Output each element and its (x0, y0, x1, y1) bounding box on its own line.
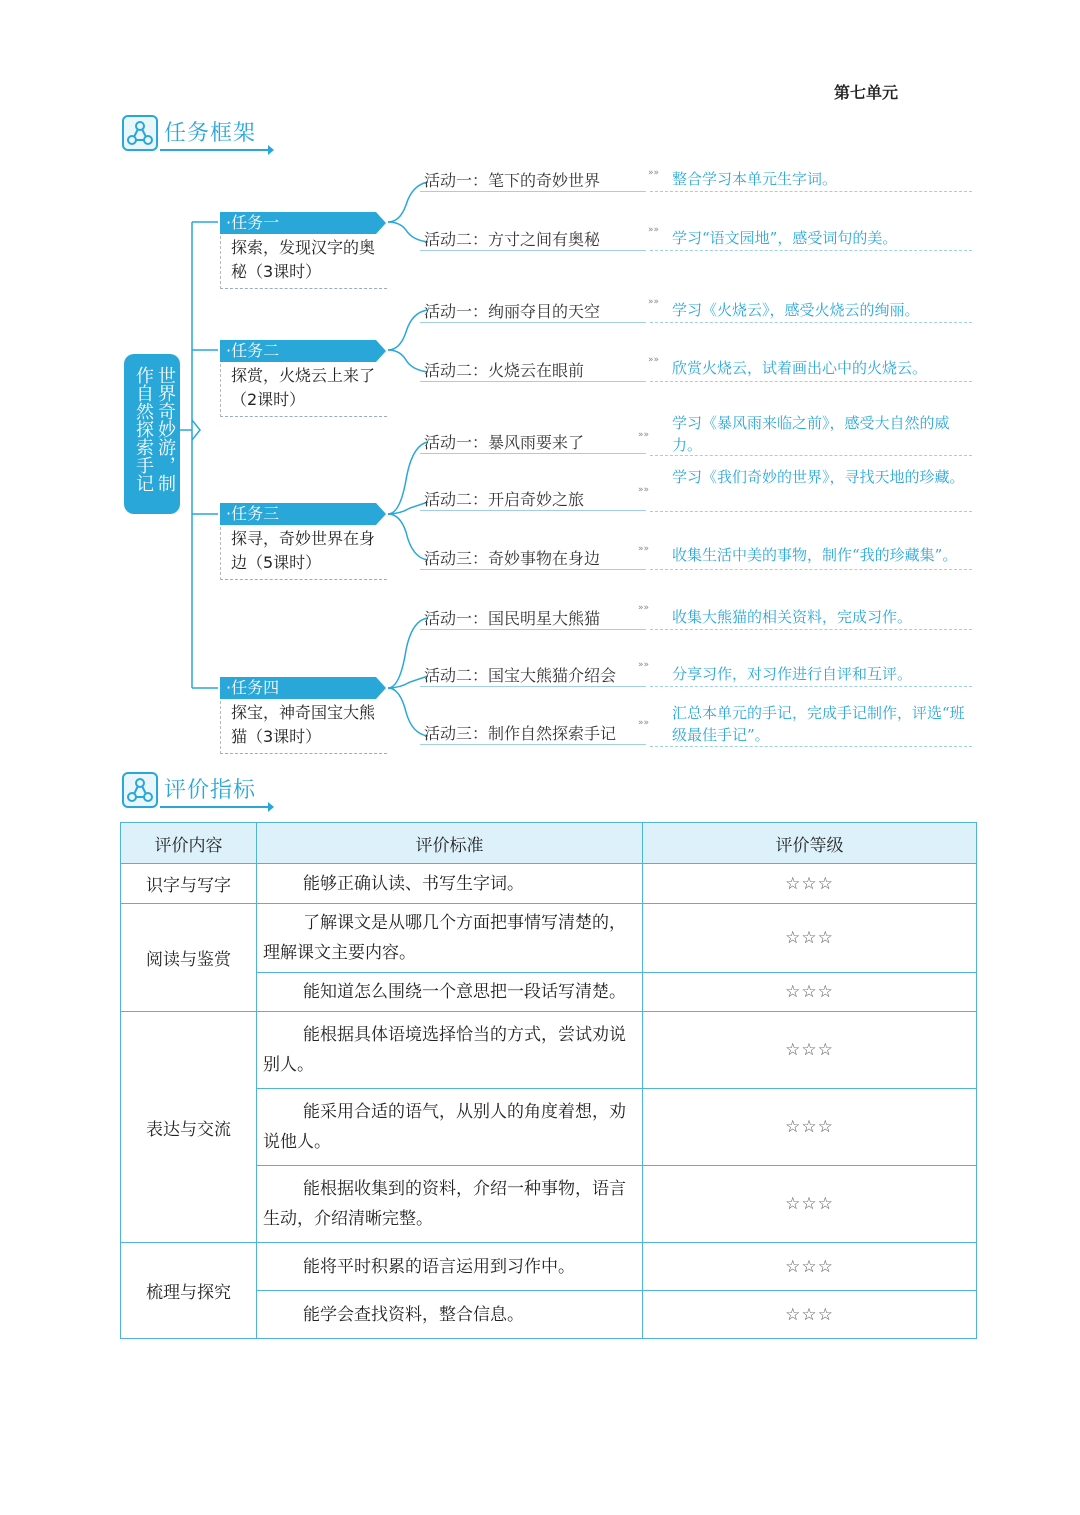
network-icon (122, 772, 158, 808)
activity-desc-underline (650, 686, 972, 687)
activity-underline (420, 629, 646, 630)
activity-desc-underline (650, 511, 972, 512)
activity-underline (420, 744, 646, 745)
table-row (121, 904, 977, 973)
rating-stars: ☆☆☆ (643, 1166, 977, 1243)
arrow-icon: »» (638, 603, 650, 613)
table-row (121, 1012, 977, 1089)
standard-text: 能根据收集到的资料，介绍一种事物，语言生动，介绍清晰完整。 (263, 1179, 626, 1229)
table-header-row (121, 823, 977, 864)
rating-stars: ☆☆☆ (643, 864, 977, 904)
task-desc-2: 探赏，火烧云上来了（2课时） (220, 364, 387, 417)
activity-desc-underline (650, 569, 972, 570)
activity-desc: 学习“语文园地”，感受词句的美。 (672, 229, 898, 247)
standard-text: 能采用合适的语气，从别人的角度着想，劝说他人。 (263, 1102, 626, 1152)
task-mindmap (110, 160, 980, 760)
standard-cell (257, 904, 643, 973)
activity-underline (420, 322, 646, 323)
section-title: 评价指标 (164, 778, 257, 803)
column-header: 评价等级 (643, 823, 977, 864)
activity-desc-underline (650, 381, 972, 382)
activity-underline (420, 250, 646, 251)
section-arrow (268, 802, 274, 812)
activity-desc: 收集生活中美的事物，制作“我的珍藏集”。 (672, 546, 958, 564)
activity-desc-underline (650, 455, 972, 456)
task-desc-1: 探索，发现汉字的奥秘（3课时） (220, 236, 387, 289)
unit-label: 第七单元 (834, 83, 899, 102)
root-node (124, 354, 180, 514)
activity-desc: 收集大熊猫的相关资料，完成习作。 (672, 608, 913, 626)
standard-cell (257, 973, 643, 1012)
arrow-icon: »» (638, 718, 650, 728)
arrow-icon: »» (648, 168, 660, 178)
activity-label: 活动二：火烧云在眼前 (424, 361, 585, 380)
activity-desc: 欣赏火烧云，试着画出心中的火烧云。 (672, 359, 928, 377)
standard-text: 了解课文是从哪几个方面把事情写清楚的，理解课文主要内容。 (263, 913, 626, 963)
activity-label: 活动二：国宝大熊猫介绍会 (424, 666, 617, 685)
rating-stars: ☆☆☆ (643, 1089, 977, 1166)
standard-cell (257, 1243, 643, 1291)
task-desc-4: 探宝，神奇国宝大熊猫（3课时） (220, 701, 387, 754)
section-header-task-framework (122, 115, 282, 155)
activity-desc-underline (650, 250, 972, 251)
category-cell: 阅读与鉴赏 (121, 904, 257, 1012)
section-title: 任务框架 (164, 121, 257, 146)
arrow-icon: »» (648, 225, 660, 235)
arrow-icon: »» (638, 544, 650, 554)
standard-text: 能将平时积累的语言运用到习作中。 (303, 1256, 575, 1277)
rating-stars: ☆☆☆ (643, 904, 977, 973)
standard-cell (257, 864, 643, 904)
rating-stars: ☆☆☆ (643, 1291, 977, 1339)
activity-underline (420, 569, 646, 570)
standard-cell (257, 1089, 643, 1166)
arrow-icon: »» (638, 485, 650, 495)
activity-underline (420, 191, 646, 192)
category-cell: 表达与交流 (121, 1012, 257, 1243)
task-tag-1: ·任务一 (220, 212, 376, 234)
standard-cell (257, 1291, 643, 1339)
activity-desc-underline (650, 191, 972, 192)
task-tag-2: ·任务二 (220, 340, 376, 362)
task-desc-3: 探寻，奇妙世界在身边（5课时） (220, 527, 387, 580)
activity-underline (420, 510, 646, 511)
activity-label: 活动一：暴风雨要来了 (424, 433, 585, 452)
section-underline (160, 806, 270, 808)
task-tag-3: ·任务三 (220, 503, 376, 525)
activity-label: 活动三：制作自然探索手记 (424, 724, 617, 743)
activity-underline (420, 686, 646, 687)
standard-text: 能学会查找资料，整合信息。 (303, 1304, 524, 1325)
evaluation-table (120, 822, 977, 1339)
standard-cell (257, 1166, 643, 1243)
section-underline (160, 149, 270, 151)
task-tag-4: ·任务四 (220, 677, 376, 699)
network-icon (122, 115, 158, 151)
activity-desc: 整合学习本单元生字词。 (672, 170, 838, 188)
activity-label: 活动三：奇妙事物在身边 (424, 549, 601, 568)
activity-label: 活动二：开启奇妙之旅 (424, 490, 585, 509)
root-text-col-2: 世界奇妙游，制 (155, 366, 176, 492)
activity-desc-underline (650, 322, 972, 323)
activity-desc: 学习《暴风雨来临之前》，感受大自然的威力。 (672, 414, 950, 454)
activity-desc-underline (650, 629, 972, 630)
activity-desc: 学习《我们奇妙的世界》，寻找天地的珍藏。 (672, 468, 965, 486)
table-row (121, 864, 977, 904)
activity-desc: 分享习作，对习作进行自评和互评。 (672, 665, 913, 683)
arrow-icon: »» (638, 660, 650, 670)
rating-stars: ☆☆☆ (643, 1012, 977, 1089)
column-header: 评价标准 (257, 823, 643, 864)
arrow-icon: »» (638, 430, 650, 440)
activity-desc-underline (650, 746, 972, 747)
category-cell: 识字与写字 (121, 864, 257, 904)
section-arrow (268, 145, 274, 155)
activity-label: 活动一：绚丽夺目的天空 (424, 302, 601, 321)
activity-underline (420, 453, 646, 454)
activity-desc: 汇总本单元的手记，完成手记制作，评选“班级最佳手记”。 (672, 704, 965, 744)
column-header: 评价内容 (121, 823, 257, 864)
table-row (121, 1243, 977, 1291)
activity-desc: 学习《火烧云》，感受火烧云的绚丽。 (672, 301, 920, 319)
activity-underline (420, 381, 646, 382)
category-cell: 梳理与探究 (121, 1243, 257, 1339)
standard-text: 能根据具体语境选择恰当的方式，尝试劝说别人。 (263, 1025, 626, 1075)
standard-text: 能够正确认读、书写生字词。 (303, 873, 524, 894)
standard-text: 能知道怎么围绕一个意思把一段话写清楚。 (303, 982, 626, 1002)
arrow-icon: »» (648, 355, 660, 365)
activity-label: 活动一：笔下的奇妙世界 (424, 171, 601, 190)
root-text-col-1: 作自然探索手记 (133, 366, 154, 492)
rating-stars: ☆☆☆ (643, 1243, 977, 1291)
activity-label: 活动一：国民明星大熊猫 (424, 609, 601, 628)
section-header-evaluation (122, 772, 282, 812)
activity-label: 活动二：方寸之间有奥秘 (424, 230, 601, 249)
rating-stars: ☆☆☆ (643, 973, 977, 1012)
arrow-icon: »» (648, 297, 660, 307)
standard-cell (257, 1012, 643, 1089)
